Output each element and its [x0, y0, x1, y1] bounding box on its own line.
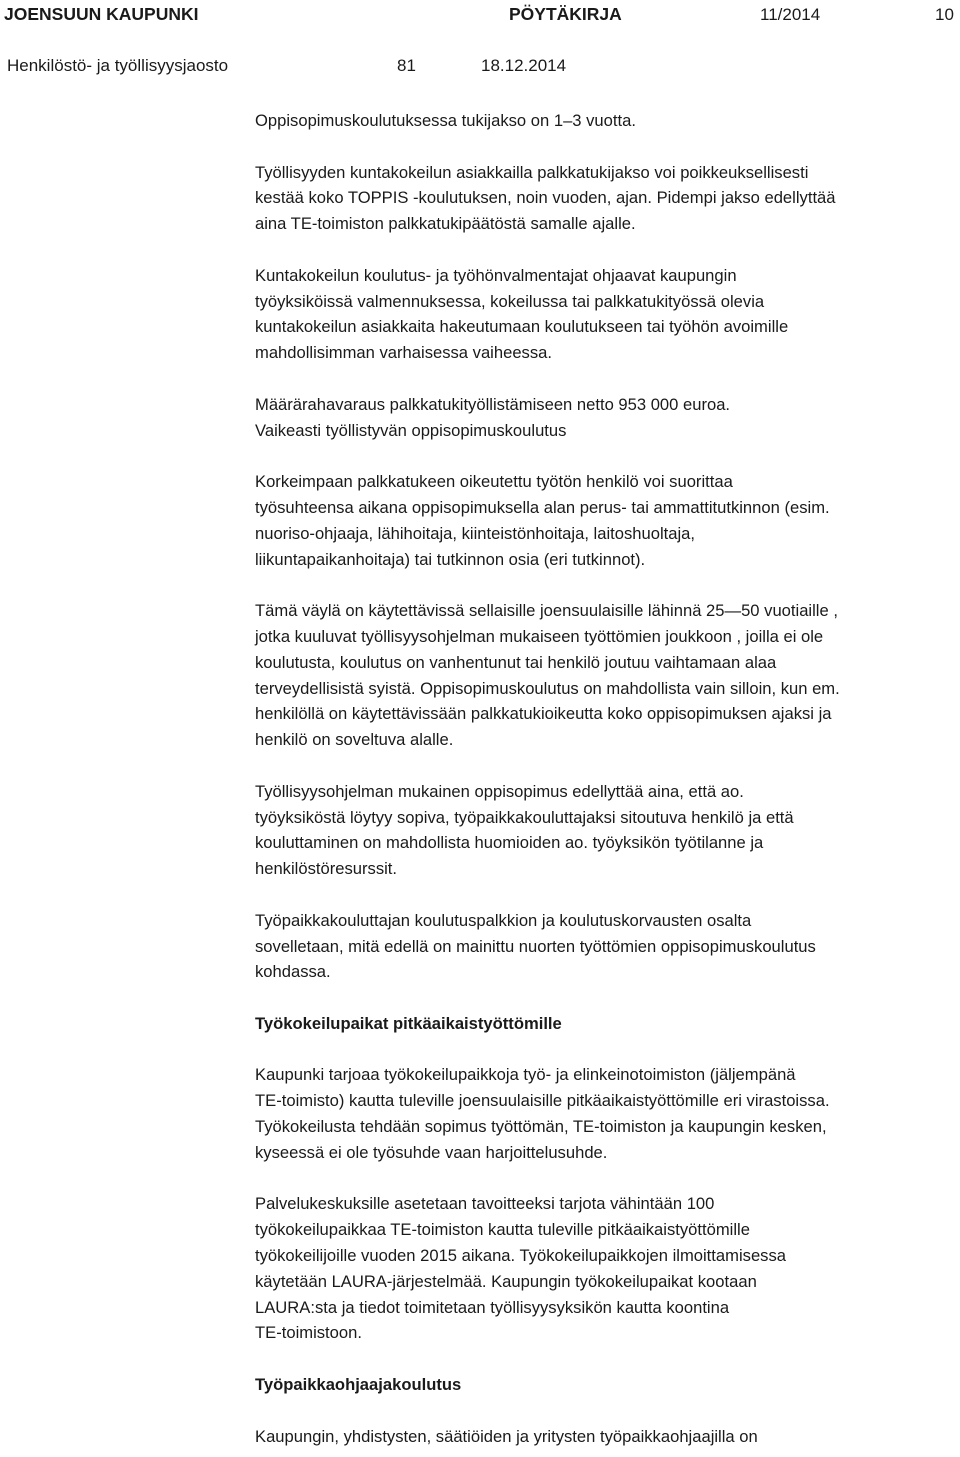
text-line: sovelletaan, mitä edellä on mainittu nuorten työttömien oppisopimuskoulutus: [255, 936, 816, 956]
text-line: koulutusta, koulutus on vanhentunut tai henkilö joutuu vaihtamaan alaa: [255, 652, 777, 672]
paragraph: [255, 392, 960, 444]
section-heading: [255, 1011, 960, 1037]
text-line: työyksiköstä löytyy sopiva, työpaikkakouluttajaksi sitoutuva henkilö ja että: [255, 807, 794, 827]
text-line: käytetään LAURA-järjestelmää. Kaupungin työkokeilupaikat kootaan: [255, 1271, 757, 1291]
text-line: Tämä väylä on käytettävissä sellaisille joensuulaisille lähinnä 25—50 vuotiaille ,: [255, 601, 838, 621]
text-line: Työllisyyden kuntakokeilun asiakkailla palkkatukijakso voi poikkeuksellisesti: [255, 162, 809, 182]
paragraph-spacer: [255, 1398, 960, 1424]
document-header: [0, 0, 960, 80]
paragraph: [255, 908, 960, 985]
text-line: Vaikeasti työllistyvän oppisopimuskoulutus: [255, 420, 567, 440]
section-heading: [255, 1372, 960, 1398]
text-line: terveydellisistä syistä. Oppisopimuskoulutus on mahdollista vain silloin, kun em.: [255, 678, 840, 698]
text-line: nuoriso-ohjaaja, lähihoitaja, kiinteistönhoitaja, laitoshuoltaja,: [255, 523, 696, 543]
text-line: jotka kuuluvat työllisyysohjelman mukaiseen työttömien joukkoon , joilla ei ole: [255, 626, 824, 646]
text-line: Työpaikkakouluttajan koulutuspalkkion ja koulutuskorvausten osalta: [255, 910, 752, 930]
paragraph-spacer: [255, 882, 960, 908]
text-line: kyseessä ei ole työsuhde vaan harjoittelusuhde.: [255, 1142, 608, 1162]
text-line: LAURA:sta ja tiedot toimitetaan työllisyysyksikön kautta koontina: [255, 1297, 730, 1317]
paragraph-spacer: [255, 1166, 960, 1192]
text-line: Työkokeilusta tehdään sopimus työttömän, TE-toimiston ja kaupungin kesken,: [255, 1117, 827, 1137]
text-line: kestää koko TOPPIS -koulutuksen, noin vuoden, ajan. Pidempi jakso edellyttää: [255, 188, 836, 208]
page-number: 10: [935, 5, 954, 24]
text-line: Työpaikkaohjaajakoulutus: [255, 1375, 462, 1395]
paragraph-spacer: [255, 1346, 960, 1372]
text-line: työkokeilijoille vuoden 2015 aikana. Työkokeilupaikkojen ilmoittamisessa: [255, 1246, 786, 1266]
text-line: mahdollisimman varhaisessa vaiheessa.: [255, 343, 552, 363]
text-line: Oppisopimuskoulutuksessa tukijakso on 1–3 vuotta.: [255, 111, 636, 130]
text-line: Kaupungin, yhdistysten, säätiöiden ja yritysten työpaikkaohjaajilla on: [255, 1426, 758, 1446]
text-line: Työllisyysohjelman mukainen oppisopimus edellyttää aina, että ao.: [255, 781, 744, 801]
text-line: kuntakokeilun asiakkaita hakeutumaan koulutukseen tai työhön avoimille: [255, 317, 789, 337]
text-line: työsuhteensa aikana oppisopimuksella alan perus- tai ammattitutkinnon (esim.: [255, 497, 830, 517]
paragraph: [255, 1062, 960, 1165]
text-line: työkokeilupaikkaa TE-toimiston kautta tuleville pitkäaikaistyöttömille: [255, 1220, 750, 1240]
document-body: [255, 108, 960, 1449]
text-line: Määrärahavaraus palkkatukityöllistämiseen netto 953 000 euroa.: [255, 394, 731, 414]
paragraph: [255, 779, 960, 882]
organization-name: JOENSUUN KAUPUNKI: [4, 4, 199, 24]
document-number: 11/2014: [760, 5, 821, 24]
paragraph-spacer: [255, 572, 960, 598]
section-number: 81: [397, 56, 416, 75]
text-line: liikuntapaikanhoitaja) tai tutkinnon osia (eri tutkinnot).: [255, 549, 646, 569]
paragraph-spacer: [255, 1037, 960, 1063]
paragraph-spacer: [255, 985, 960, 1011]
paragraph: [255, 160, 960, 237]
text-line: Palvelukeskuksille asetetaan tavoitteeksi tarjota vähintään 100: [255, 1194, 715, 1214]
paragraph: [255, 263, 960, 366]
paragraph-spacer: [255, 753, 960, 779]
paragraph: [255, 108, 960, 134]
paragraph-spacer: [255, 366, 960, 392]
paragraph: [255, 469, 960, 572]
paragraph-spacer: [255, 443, 960, 469]
paragraph-spacer: [255, 134, 960, 160]
text-line: henkilöllä on käytettävissään palkkatukioikeutta koko oppisopimuksen ajaksi ja: [255, 704, 832, 724]
text-line: Työkokeilupaikat pitkäaikaistyöttömille: [255, 1013, 562, 1033]
text-line: työyksiköissä valmennuksessa, kokeilussa tai palkkatukityössä olevia: [255, 291, 765, 311]
text-line: Kuntakokeilun koulutus- ja työhönvalmentajat ohjaavat kaupungin: [255, 265, 737, 285]
text-line: henkilöstöresurssit.: [255, 859, 398, 879]
paragraph: [255, 1191, 960, 1346]
document-type: PÖYTÄKIRJA: [509, 4, 622, 24]
paragraph-spacer: [255, 237, 960, 263]
paragraph: [255, 598, 960, 753]
committee-name: Henkilöstö- ja työllisyysjaosto: [7, 56, 229, 75]
meeting-date: 18.12.2014: [481, 56, 567, 75]
text-line: kouluttaminen on mahdollista huomioiden ao. työyksikön työtilanne ja: [255, 833, 764, 853]
text-line: kohdassa.: [255, 962, 331, 982]
text-line: TE-toimistoon.: [255, 1323, 362, 1343]
text-line: aina TE-toimiston palkkatukipäätöstä samalle ajalle.: [255, 214, 636, 234]
paragraph: [255, 1424, 960, 1450]
text-line: Kaupunki tarjoaa työkokeilupaikkoja työ- ja elinkeinotoimiston (jäljempänä: [255, 1065, 796, 1085]
text-line: TE-toimisto) kautta tuleville joensuulaisille pitkäaikaistyöttömille eri virastoissa.: [255, 1091, 830, 1111]
text-line: Korkeimpaan palkkatukeen oikeutettu työtön henkilö voi suorittaa: [255, 472, 733, 492]
text-line: henkilö on soveltuva alalle.: [255, 730, 454, 750]
